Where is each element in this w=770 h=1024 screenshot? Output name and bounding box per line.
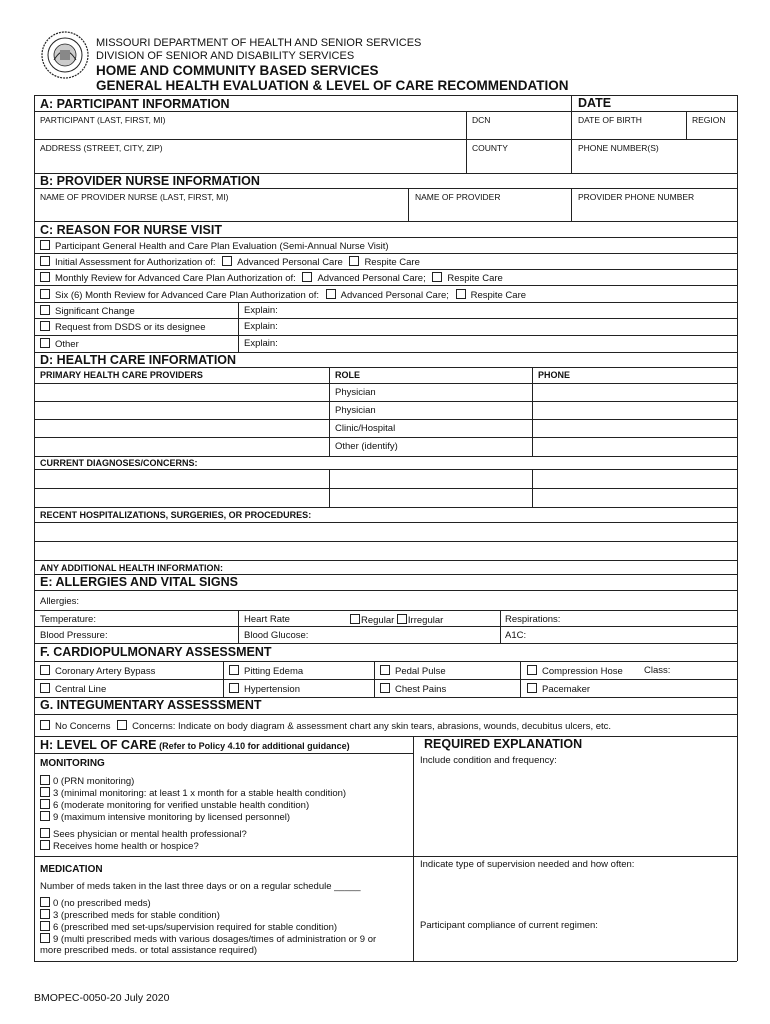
explain-label: Explain: xyxy=(244,338,278,349)
checkbox[interactable] xyxy=(40,272,50,282)
checkbox[interactable] xyxy=(40,811,50,821)
section-g-title: G. INTEGUMENTARY ASSESSSMENT xyxy=(40,698,262,712)
participant-label: PARTICIPANT (LAST, FIRST, MI) xyxy=(40,115,166,125)
checkbox[interactable] xyxy=(40,933,50,943)
checkbox[interactable] xyxy=(40,787,50,797)
pedal-pulse-option: Pedal Pulse xyxy=(380,665,446,677)
form-id: BMOPEC-0050-20 July 2020 xyxy=(34,992,170,1004)
temperature-label: Temperature: xyxy=(40,614,96,625)
role-cell: Other (identify) xyxy=(335,441,398,452)
pacemaker-option: Pacemaker xyxy=(527,683,590,695)
dob-label: DATE OF BIRTH xyxy=(578,115,642,125)
reason-other: Other xyxy=(40,338,79,350)
phone-label: PHONE NUMBER(S) xyxy=(578,143,659,153)
checkbox[interactable] xyxy=(229,665,239,675)
medication-0: 0 (no prescribed meds) xyxy=(40,897,151,909)
reason-initial: Initial Assessment for Authorization of: Advanced Personal Care Respite Care xyxy=(40,256,420,268)
nurse-name-field[interactable] xyxy=(40,203,400,219)
checkbox[interactable] xyxy=(302,272,312,282)
allergies-label: Allergies: xyxy=(40,596,80,607)
blood-glucose-label: Blood Glucose: xyxy=(244,630,309,641)
checkbox[interactable] xyxy=(40,289,50,299)
section-e-title: E: ALLERGIES AND VITAL SIGNS xyxy=(40,575,238,589)
region-label: REGION xyxy=(692,115,726,125)
sees-physician: Sees physician or mental health professional? xyxy=(40,828,247,840)
checkbox[interactable] xyxy=(40,338,50,348)
respirations-label: Respirations: xyxy=(505,614,561,625)
class-label: Class: xyxy=(644,665,671,676)
dob-field[interactable] xyxy=(578,125,683,138)
checkbox[interactable] xyxy=(117,720,127,730)
reason-semiannual: Participant General Health and Care Plan Evaluation (Semi-Annual Nurse Visit) xyxy=(40,240,389,252)
phone-field[interactable] xyxy=(578,153,733,171)
section-d-title: D: HEALTH CARE INFORMATION xyxy=(40,353,237,367)
checkbox[interactable] xyxy=(40,909,50,919)
checkbox[interactable] xyxy=(40,828,50,838)
pitting-edema-option: Pitting Edema xyxy=(229,665,303,677)
nurse-name-label: NAME OF PROVIDER NURSE (LAST, FIRST, MI) xyxy=(40,192,229,202)
checkbox[interactable] xyxy=(350,614,360,624)
checkbox[interactable] xyxy=(456,289,466,299)
state-seal-icon xyxy=(40,30,90,80)
checkbox[interactable] xyxy=(349,256,359,266)
cabg-option: Coronary Artery Bypass xyxy=(40,665,155,677)
dcn-field[interactable] xyxy=(472,125,567,138)
checkbox[interactable] xyxy=(40,720,50,730)
provider-name-label: NAME OF PROVIDER xyxy=(415,192,501,202)
monitoring-9: 9 (maximum intensive monitoring by licensed personnel) xyxy=(40,811,290,823)
reason-monthly: Monthly Review for Advanced Care Plan Authorization of: Advanced Personal Care; Respite Care xyxy=(40,272,503,284)
date-label: DATE xyxy=(578,96,612,110)
medication-9-continued: more prescribed meds. or total assistance required) xyxy=(40,945,258,956)
form-title-2: GENERAL HEALTH EVALUATION & LEVEL OF CARE RECOMMENDATION xyxy=(96,78,569,93)
address-field[interactable] xyxy=(40,153,460,171)
medication-9: 9 (multi prescribed meds with various dosages/times of administration or 9 or xyxy=(40,933,376,945)
medication-3: 3 (prescribed meds for stable condition) xyxy=(40,909,220,921)
provider-name-field[interactable] xyxy=(415,203,565,219)
heart-rate-label: Heart Rate xyxy=(244,614,290,625)
monitoring-6: 6 (moderate monitoring for verified unstable health condition) xyxy=(40,799,309,811)
checkbox[interactable] xyxy=(40,840,50,850)
phone-header: PHONE xyxy=(538,370,571,380)
explain-label: Explain: xyxy=(244,305,278,316)
monitoring-3: 3 (minimal monitoring: at least 1 x month for a stable health condition) xyxy=(40,787,346,799)
role-cell: Clinic/Hospital xyxy=(335,423,396,434)
provider-phone-field[interactable] xyxy=(578,203,733,219)
chest-pains-option: Chest Pains xyxy=(380,683,446,695)
checkbox[interactable] xyxy=(397,614,407,624)
section-h-title: H: LEVEL OF CARE (Refer to Policy 4.10 for additional guidance) xyxy=(40,738,350,752)
medication-header: MEDICATION xyxy=(40,864,103,875)
role-cell: Physician xyxy=(335,405,376,416)
a1c-label: A1C: xyxy=(505,630,527,641)
checkbox[interactable] xyxy=(527,665,537,675)
hospitalizations-label: RECENT HOSPITALIZATIONS, SURGERIES, OR PROCEDURES: xyxy=(40,510,312,520)
county-label: COUNTY xyxy=(472,143,508,153)
county-field[interactable] xyxy=(472,153,567,171)
providers-header: PRIMARY HEALTH CARE PROVIDERS xyxy=(40,370,203,380)
rhythm-options: Regular Irregular xyxy=(350,614,443,626)
checkbox[interactable] xyxy=(40,305,50,315)
checkbox[interactable] xyxy=(326,289,336,299)
meds-count-label: Number of meds taken in the last three days or on a regular schedule _____ xyxy=(40,881,361,892)
participant-name-field[interactable] xyxy=(40,125,460,138)
blood-pressure-label: Blood Pressure: xyxy=(40,630,108,641)
checkbox[interactable] xyxy=(40,775,50,785)
checkbox[interactable] xyxy=(527,683,537,693)
address-label: ADDRESS (STREET, CITY, ZIP) xyxy=(40,143,163,153)
checkbox[interactable] xyxy=(40,799,50,809)
central-line-option: Central Line xyxy=(40,683,106,695)
section-c-title: C: REASON FOR NURSE VISIT xyxy=(40,223,222,237)
checkbox[interactable] xyxy=(380,665,390,675)
checkbox[interactable] xyxy=(40,683,50,693)
checkbox[interactable] xyxy=(40,240,50,250)
checkbox[interactable] xyxy=(432,272,442,282)
checkbox[interactable] xyxy=(40,321,50,331)
section-a-title: A: PARTICIPANT INFORMATION xyxy=(40,97,230,111)
compliance-label: Participant compliance of current regimen: xyxy=(420,920,598,931)
include-label: Include condition and frequency: xyxy=(420,755,557,766)
role-header: ROLE xyxy=(335,370,361,380)
hypertension-option: Hypertension xyxy=(229,683,300,695)
integumentary-options: No Concerns Concerns: Indicate on body diagram & assessment chart any skin tears, abrasions, wounds, decubitus ulcers, etc. xyxy=(40,720,611,732)
section-b-title: B: PROVIDER NURSE INFORMATION xyxy=(40,174,260,188)
form-title-1: HOME AND COMMUNITY BASED SERVICES xyxy=(96,63,379,78)
additional-info-label: ANY ADDITIONAL HEALTH INFORMATION: xyxy=(40,563,223,573)
provider-phone-label: PROVIDER PHONE NUMBER xyxy=(578,192,695,202)
reason-six-month: Six (6) Month Review for Advanced Care Plan Authorization of: Advanced Personal Care; Respite Care xyxy=(40,289,526,301)
required-explanation-title: REQUIRED EXPLANATION xyxy=(424,737,583,751)
dcn-label: DCN xyxy=(472,115,491,125)
home-health: Receives home health or hospice? xyxy=(40,840,199,852)
checkbox[interactable] xyxy=(380,683,390,693)
monitoring-header: MONITORING xyxy=(40,758,105,769)
dept-name: MISSOURI DEPARTMENT OF HEALTH AND SENIOR SERVICES xyxy=(96,37,422,49)
checkbox[interactable] xyxy=(229,683,239,693)
checkbox[interactable] xyxy=(40,256,50,266)
monitoring-0: 0 (PRN monitoring) xyxy=(40,775,134,787)
region-field[interactable] xyxy=(692,125,734,138)
checkbox[interactable] xyxy=(222,256,232,266)
medication-6: 6 (prescribed med set-ups/supervision required for stable condition) xyxy=(40,921,337,933)
section-f-title: F. CARDIOPULMONARY ASSESSMENT xyxy=(40,645,272,659)
division-name: DIVISION OF SENIOR AND DISABILITY SERVICES xyxy=(96,50,355,62)
checkbox[interactable] xyxy=(40,665,50,675)
supervision-label: Indicate type of supervision needed and how often: xyxy=(420,859,635,870)
checkbox[interactable] xyxy=(40,921,50,931)
checkbox[interactable] xyxy=(40,897,50,907)
role-cell: Physician xyxy=(335,387,376,398)
compression-hose-option: Compression Hose xyxy=(527,665,623,677)
explain-label: Explain: xyxy=(244,321,278,332)
reason-significant-change: Significant Change xyxy=(40,305,135,317)
diagnoses-label: CURRENT DIAGNOSES/CONCERNS: xyxy=(40,458,198,468)
reason-dsds-request: Request from DSDS or its designee xyxy=(40,321,205,333)
